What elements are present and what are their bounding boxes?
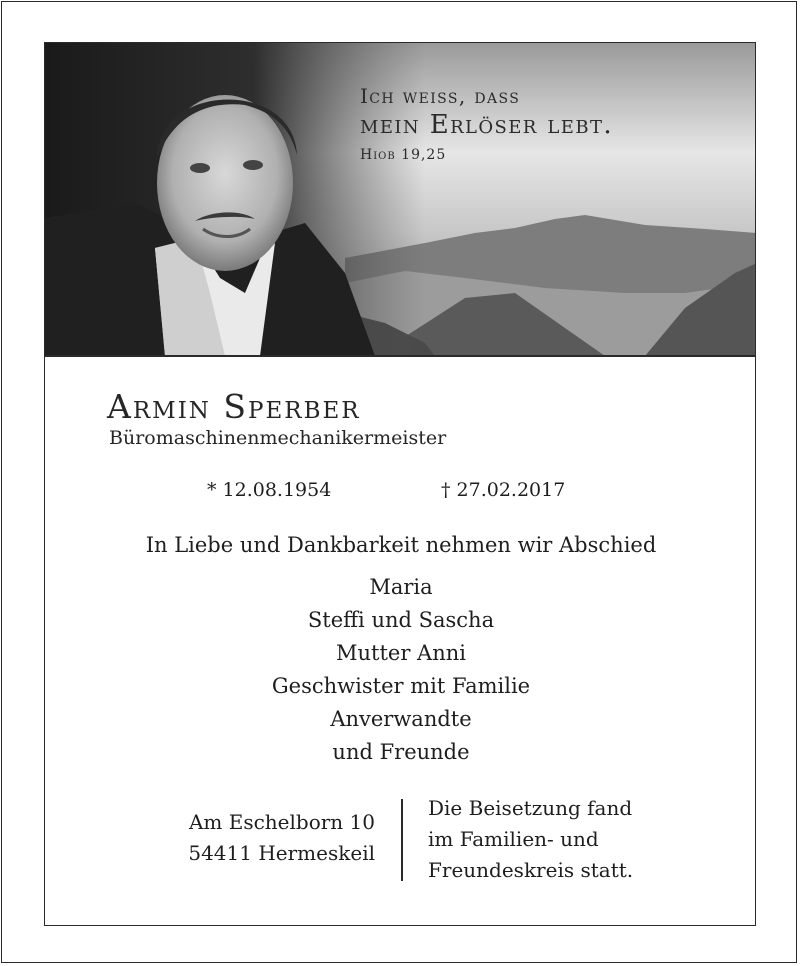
vertical-separator [401, 799, 403, 881]
deceased-name: Armin Sperber [107, 387, 361, 426]
banner-divider [45, 355, 756, 357]
mourner-item: Maria [369, 575, 433, 599]
verse-line-2: mein Erlöser lebt. [360, 110, 614, 140]
mourner-item: Geschwister mit Familie [271, 674, 531, 698]
birth-date: * 12.08.1954 [207, 479, 332, 501]
address-city: 54411 Hermeskeil [188, 841, 375, 865]
mourner-item: Steffi und Sascha [307, 608, 495, 632]
burial-line: Freundeskreis statt. [428, 858, 634, 882]
burial-line: Die Beisetzung fand [428, 796, 633, 820]
address-street: Am Eschelborn 10 [188, 810, 375, 834]
mourner-item: Anverwandte [330, 707, 472, 731]
verse-line-1: Ich weiss, dass [360, 84, 521, 108]
burial-note [428, 793, 633, 886]
obituary-card [44, 42, 756, 926]
death-date: † 27.02.2017 [441, 479, 566, 501]
burial-line: im Familien- und [428, 827, 599, 851]
farewell-text: In Liebe und Dankbarkeit nehmen wir Abschied [145, 533, 657, 557]
verse-reference: Hiob 19,25 [360, 147, 447, 163]
deceased-profession: Büromaschinenmechanikermeister [109, 427, 447, 449]
mourners-list [45, 571, 756, 769]
mourner-item: Mutter Anni [336, 641, 466, 665]
family-address [188, 807, 375, 869]
photo-banner [45, 43, 756, 356]
bible-verse [360, 83, 613, 163]
mourner-item: und Freunde [332, 740, 470, 764]
